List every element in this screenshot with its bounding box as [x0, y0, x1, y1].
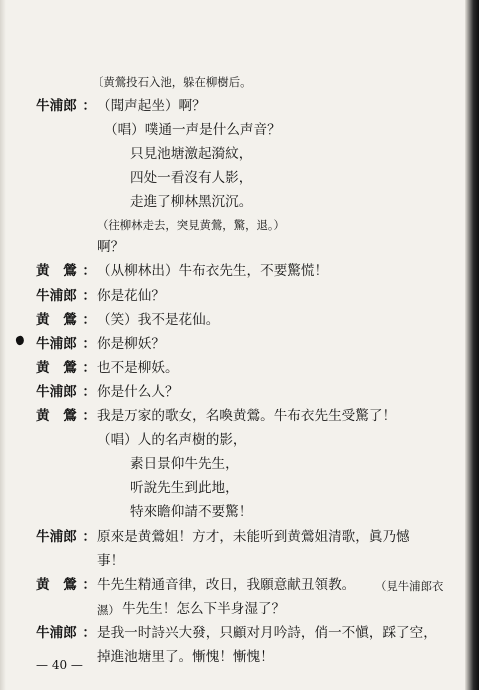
dialogue-line: 你是柳妖？	[97, 336, 165, 352]
dialogue-line: 你是花仙？	[97, 288, 165, 304]
speaker-colon: ：	[82, 312, 96, 328]
speaker-colon: ：	[82, 288, 96, 304]
dialogue-line: 牛先生精通音律，改日，我願意献丑領教。	[97, 577, 356, 593]
speaker-colon: ：	[82, 98, 96, 114]
stage-direction: 濕）	[97, 603, 120, 617]
speaker-niu	[36, 624, 96, 642]
speaker-label: 牛浦郎	[36, 384, 77, 400]
verse-line: 四处一看沒有人影，	[130, 170, 253, 186]
page-gutter	[0, 0, 6, 690]
stage-direction: （往柳林走去，突見黄鶯，驚，退。）	[97, 218, 285, 232]
dialogue-line: （笑）我不是花仙。	[97, 312, 220, 328]
speaker-label: 黄 鶯	[36, 408, 77, 424]
sung-line: （唱）人的名声樹的影，	[97, 432, 247, 448]
speaker-label: 牛浦郎	[36, 529, 77, 545]
speaker-niu	[36, 335, 96, 353]
dialogue-line: （聞声起坐）啊？	[97, 98, 206, 114]
speaker-colon: ：	[82, 384, 96, 400]
speaker-niu	[36, 383, 96, 401]
stage-direction: （見牛浦郎衣	[375, 579, 444, 593]
speaker-huang	[36, 359, 96, 377]
dialogue-line: 啊？	[97, 239, 125, 255]
verse-line: 只見池塘激起漪紋，	[130, 146, 253, 162]
dialogue-line: 我是万家的歌女，名喚黄鶯。牛布衣先生受驚了！	[97, 408, 397, 424]
speaker-colon: ：	[82, 577, 96, 593]
sung-line: （唱）噗通一声是什么声音？	[104, 122, 281, 138]
dialogue-line: （从柳林出）牛布衣先生，不要驚慌！	[97, 263, 329, 279]
page-edge-shadow	[465, 0, 479, 690]
speaker-label: 黄 鶯	[36, 312, 77, 328]
speaker-label: 牛浦郎	[36, 288, 77, 304]
dialogue-line: 掉進池塘里了。慚愧！慚愧！	[97, 649, 274, 665]
speaker-label: 黄 鶯	[36, 577, 77, 593]
speaker-label: 牛浦郎	[36, 336, 77, 352]
dialogue-line: 原來是黄鶯姐！方才，未能听到黄鶯姐清歌，眞乃憾	[97, 529, 410, 545]
dialogue-line: 事！	[97, 553, 125, 569]
verse-line: 素日景仰牛先生，	[130, 456, 239, 472]
speaker-label: 黄 鶯	[36, 263, 77, 279]
speaker-colon: ：	[82, 625, 96, 641]
speaker-niu	[36, 287, 96, 305]
ink-blot	[15, 335, 26, 346]
speaker-colon: ：	[82, 408, 96, 424]
speaker-colon: ：	[82, 529, 96, 545]
verse-line: 听說先生到此地，	[130, 480, 239, 496]
dialogue-line: 你是什么人？	[97, 384, 179, 400]
dialogue-line: 也不是柳妖。	[97, 360, 179, 376]
speaker-huang	[36, 311, 96, 329]
page-number: — 40 —	[36, 658, 83, 672]
speaker-colon: ：	[82, 360, 96, 376]
speaker-huang	[36, 407, 96, 425]
verse-line: 走進了柳林黑沉沉。	[130, 194, 253, 210]
speaker-colon: ：	[82, 336, 96, 352]
dialogue-line: 是我一时詩兴大發，只顧对月吟詩，俏一不愼，踩了空，	[97, 625, 437, 641]
speaker-label: 牛浦郎	[36, 98, 77, 114]
dialogue-line: 牛先生！怎么下半身湿了？	[122, 601, 286, 617]
speaker-niu	[36, 528, 96, 546]
speaker-huang	[36, 262, 96, 280]
speaker-huang	[36, 576, 96, 594]
speaker-niu	[36, 97, 96, 115]
speaker-label: 黄 鶯	[36, 360, 77, 376]
stage-direction: 〔黄鶯投石入池，躲在柳樹后。	[92, 75, 252, 89]
speaker-colon: ：	[82, 263, 96, 279]
speaker-label: 牛浦郎	[36, 625, 77, 641]
verse-line: 特來瞻仰請不要驚！	[130, 504, 253, 520]
